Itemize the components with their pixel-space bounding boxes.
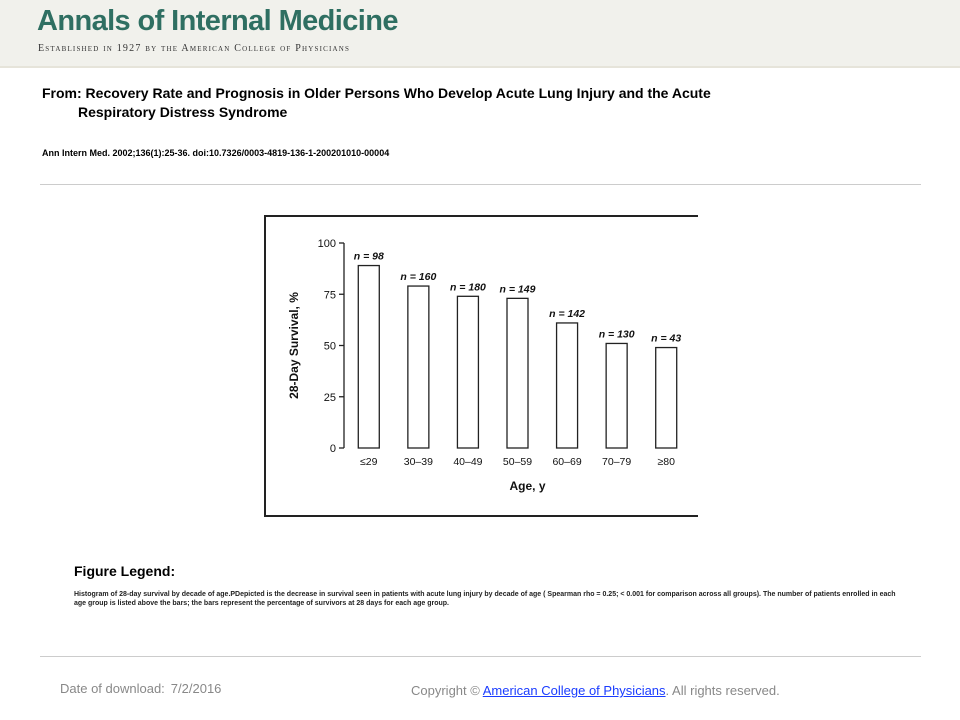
figure-legend-heading: Figure Legend: <box>74 563 176 579</box>
x-tick-label-4: 50–59 <box>502 456 533 468</box>
article-title-line-1: From: Recovery Rate and Prognosis in Older Persons Who Develop Acute Lung Injury and the Acute <box>42 85 711 101</box>
article-title <box>42 84 862 122</box>
bar-count-label-6: n = 130 <box>598 328 635 341</box>
divider-top <box>40 184 921 185</box>
x-tick-label-6: 70–79 <box>602 456 632 468</box>
bar-count-label-5: n = 142 <box>549 307 586 320</box>
y-tick-label-100: 100 <box>317 238 336 250</box>
article-citation: Ann Intern Med. 2002;136(1):25-36. doi:10.7326/0003-4819-136-1-200201010-00004 <box>42 148 390 158</box>
survival-bar-chart <box>266 217 696 515</box>
x-tick-label-5: 60–69 <box>552 456 582 468</box>
figure-legend-text: Histogram of 28-day survival by decade of age.PDepicted is the decrease in survival seen in patients with acute lung injury by decade of age ( Spearman rho = 0.25; < 0.001 for comparison across all groups). The number of patients enrolled in each age group is listed above the bars; the bars represent the percentage of survivors at 28 days for each age group. <box>74 591 896 607</box>
bar-count-label-1: n = 98 <box>353 250 384 263</box>
y-tick-label-0: 0 <box>329 443 336 455</box>
bar-5 <box>557 323 578 448</box>
bar-7 <box>656 348 677 448</box>
article-title-line-2: Respiratory Distress Syndrome <box>78 104 288 120</box>
bar-count-label-2: n = 160 <box>400 271 437 284</box>
x-axis-title: Age, y <box>509 479 546 493</box>
journal-banner <box>0 0 960 68</box>
download-info <box>60 681 221 696</box>
copyright-prefix: Copyright © <box>411 683 480 698</box>
divider-bottom <box>40 656 921 657</box>
x-tick-label-1: ≤29 <box>360 456 378 468</box>
y-axis-title: 28-Day Survival, % <box>287 292 301 399</box>
copyright-suffix: . All rights reserved. <box>665 683 780 698</box>
bar-1 <box>358 266 379 448</box>
y-tick-label-25: 25 <box>323 391 336 404</box>
bar-count-label-7: n = 43 <box>651 332 682 345</box>
journal-subtitle: Established in 1927 by the American College of Physicians <box>38 43 351 54</box>
bar-6 <box>606 343 627 448</box>
y-tick-label-50: 50 <box>323 340 336 353</box>
bar-count-label-4: n = 149 <box>499 283 536 296</box>
figure-frame <box>264 215 698 517</box>
journal-title: Annals of Internal Medicine <box>37 5 398 37</box>
download-date: 7/2/2016 <box>170 681 222 696</box>
x-tick-label-3: 40–49 <box>453 456 483 468</box>
download-label: Date of download: <box>60 681 165 696</box>
bar-3 <box>457 296 478 448</box>
x-tick-label-2: 30–39 <box>403 456 433 468</box>
bar-2 <box>408 286 429 448</box>
copyright-link[interactable]: American College of Physicians <box>482 683 666 698</box>
bar-4 <box>507 298 528 448</box>
bar-count-label-3: n = 180 <box>449 281 486 294</box>
y-tick-label-75: 75 <box>323 289 336 302</box>
copyright-notice <box>411 683 780 698</box>
x-tick-label-7: ≥80 <box>657 456 675 468</box>
